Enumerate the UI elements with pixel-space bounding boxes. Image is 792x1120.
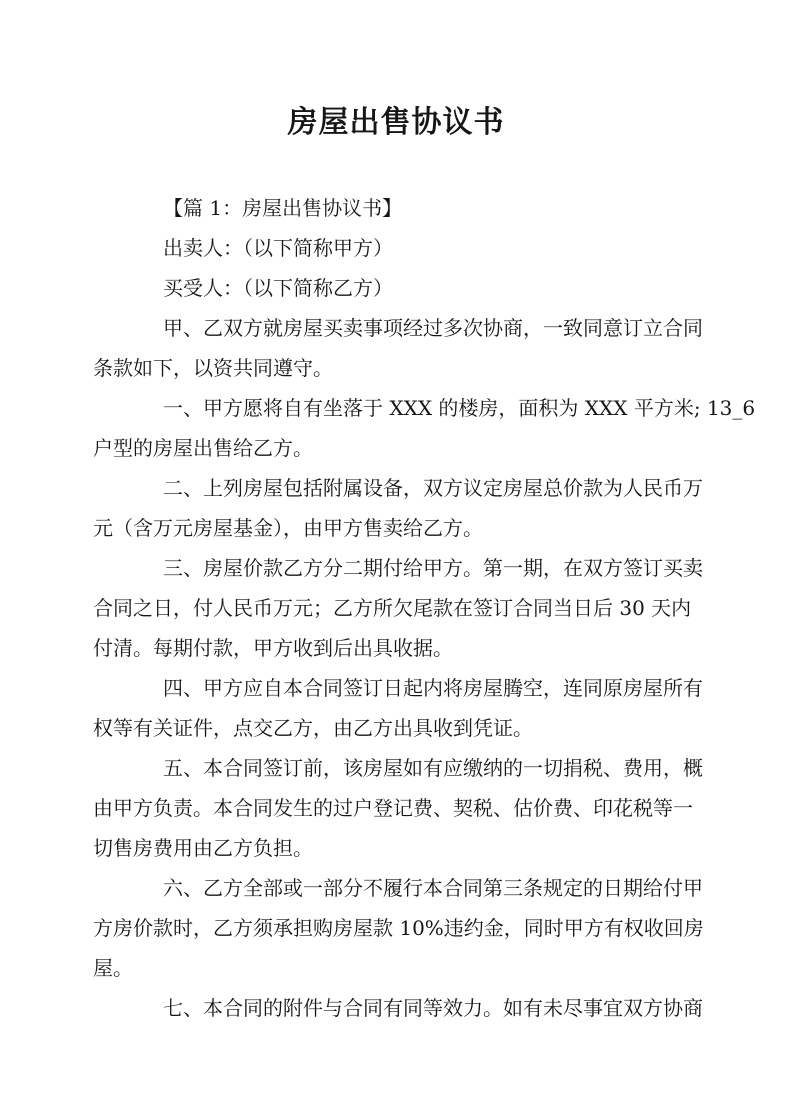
- doc-line-clause3-2: 合同之日，付人民币万元；乙方所欠尾款在签订合同当日后 30 天内: [93, 596, 692, 620]
- doc-line-buyer: 买受人：（以下简称乙方）: [163, 276, 393, 300]
- doc-line-clause4-1: 四、甲方应自本合同签订日起内将房屋腾空，连同原房屋所有: [163, 676, 703, 700]
- doc-line-preamble-1: 甲、乙双方就房屋买卖事项经过多次协商，一致同意订立合同: [163, 316, 703, 340]
- doc-line-clause6-2: 方房价款时，乙方须承担购房屋款 10%违约金，同时甲方有权收回房: [93, 916, 704, 940]
- doc-line-clause2-2: 元（含万元房屋基金），由甲方售卖给乙方。: [93, 516, 483, 540]
- doc-line-clause5-2: 由甲方负责。本合同发生的过户登记费、契税、估价费、印花税等一: [93, 796, 693, 820]
- doc-line-preamble-2: 条款如下，以资共同遵守。: [93, 356, 333, 380]
- doc-line-clause2-1: 二、上列房屋包括附属设备，双方议定房屋总价款为人民币万: [163, 476, 703, 500]
- document-body: [93, 188, 756, 1028]
- doc-line-clause5-1: 五、本合同签订前，该房屋如有应缴纳的一切捐税、费用，概: [163, 756, 703, 780]
- doc-line-clause6-3: 屋。: [93, 956, 133, 980]
- doc-line-clause1-2: 户型的房屋出售给乙方。: [93, 436, 313, 460]
- doc-line-clause4-2: 权等有关证件，点交乙方，由乙方出具收到凭证。: [93, 716, 533, 740]
- doc-line-seller: 出卖人：（以下简称甲方）: [163, 236, 393, 260]
- doc-line-section-heading: 【篇 1：房屋出售协议书】: [163, 196, 403, 220]
- doc-line-clause3-3: 付清。每期付款，甲方收到后出具收据。: [93, 636, 453, 660]
- doc-line-clause6-1: 六、乙方全部或一部分不履行本合同第三条规定的日期给付甲: [163, 876, 703, 900]
- document-title: 房屋出售协议书: [287, 105, 505, 140]
- doc-line-clause7-1: 七、本合同的附件与合同有同等效力。如有未尽事宜双方协商: [163, 996, 703, 1020]
- doc-line-clause1-1: 一、甲方愿将自有坐落于 XXX 的楼房，面积为 XXX 平方米; 13_6: [163, 396, 756, 420]
- doc-line-clause3-1: 三、房屋价款乙方分二期付给甲方。第一期，在双方签订买卖: [163, 556, 703, 580]
- doc-line-clause5-3: 切售房费用由乙方负担。: [93, 836, 313, 860]
